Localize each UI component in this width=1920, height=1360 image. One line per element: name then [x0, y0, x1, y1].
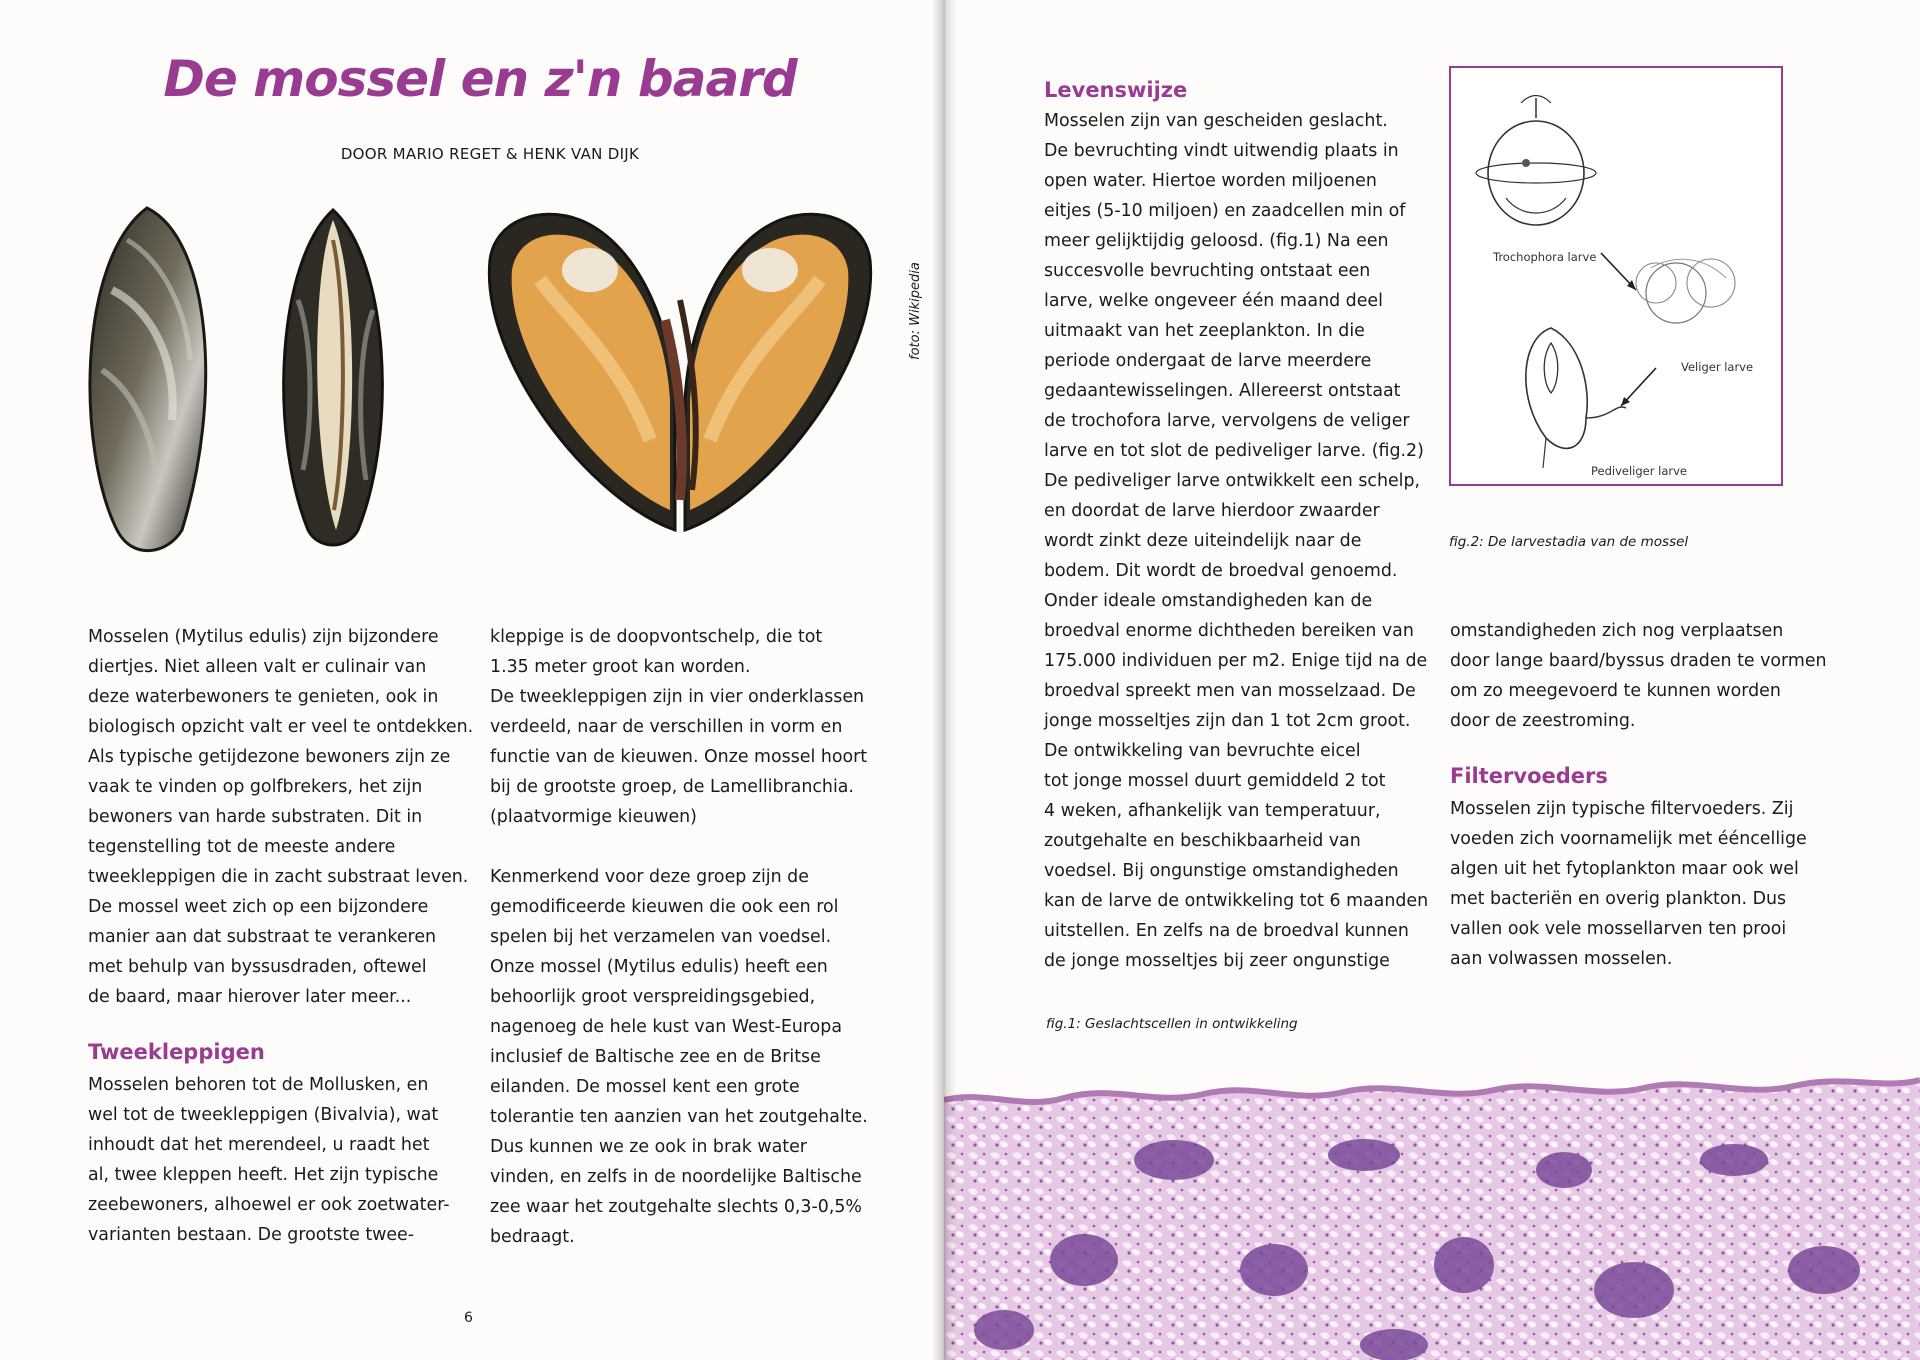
- heading-levenswijze: Levenswijze: [1044, 78, 1188, 102]
- label-pediveliger: Pediveliger larve: [1591, 464, 1687, 478]
- label-trochophora: Trochophora larve: [1493, 250, 1597, 264]
- left-page: [0, 0, 944, 1360]
- mussel-photo-open: [470, 200, 890, 560]
- fig2-caption: fig.2: De larvestadia van de mossel: [1449, 534, 1689, 550]
- right-page: [944, 0, 1920, 1360]
- mussel-photo-closed: [72, 200, 222, 560]
- label-veliger: Veliger larve: [1681, 360, 1754, 374]
- right-col2-filtervoeders: Mosselen zijn typische filtervoeders. Zij voeden zich voornamelijk met ééncellige algen uit het fytoplankton maar ook wel met bacteriën en overig plankton. Dus vallen ook vele mossellarven ten prooi aan volwassen mosselen.: [1450, 799, 1807, 969]
- right-col1-levenswijze: Mosselen zijn van gescheiden geslacht. De bevruchting vindt uitwendig plaats in open water. Hiertoe worden miljoenen eitjes (5-10 miljoen) en zaadcellen min of meer gelijktijdig geloosd. (fig.1) Na een succesvolle bevruchting ontstaat een larve, welke ongeveer één maand deel uitmaakt van het zeeplankton. In die periode ondergaat de larve meerdere gedaantewisselingen. Allereerst ontstaat de trochofora larve, vervolgens de veliger larve en tot slot de pediveliger larve. (fig.2) De pediveliger larve ontwikkelt een schelp, en doordat de larve hierdoor zwaarder wordt zinkt deze uiteindelijk naar de bodem. Dit wordt de broedval genoemd. Onder ideale omstandigheden kan de broedval enorme dichtheden bereiken van 175.000 individuen per m2. Enige tijd na de broedval spreekt men van mosselzaad. De jonge mosseltjes zijn dan 1 tot 2cm groot. De ontwikkeling van bevruchte eicel tot jonge mossel duurt gemiddeld 2 tot 4 weken, afhankelijk van temperatuur, zoutgehalte en beschikbaarheid van voedsel. Bij ongunstige omstandigheden kan de larve de ontwikkeling tot 6 maanden uitstellen. En zelfs na de broedval kunnen de jonge mosseltjes bij zeer ongunstige: [1044, 111, 1429, 971]
- fig1-histology-image: [944, 1060, 1920, 1360]
- left-col1-intro: Mosselen (Mytilus edulis) zijn bijzondere diertjes. Niet alleen valt er culinair van deze waterbewoners te genieten, ook in biologisch opzicht valt er veel te ontdekken. Als typische getijdezone bewoners zijn ze vaak te vinden op golfbrekers, het zijn bewoners van harde substraten. Dit in tegenstelling tot de meeste andere tweekleppigen die in zacht substraat leven. De mossel weet zich op een bijzondere manier aan dat substraat te verankeren met behulp van byssusdraden, oftewel de baard, maar hierover later meer...: [88, 627, 474, 1007]
- mussel-photo-side: [258, 200, 408, 560]
- larva-illustration: [1451, 68, 1781, 484]
- pediveliger-drawing: [1526, 328, 1626, 468]
- left-col2-part2: Kenmerkend voor deze groep zijn de gemodificeerde kieuwen die ook een rol spelen bij het verzamelen van voedsel. Onze mossel (Mytilus edulis) heeft een behoorlijk groot verspreidingsgebied, nagenoeg de hele kust van West-Europa inclusief de Baltische zee en de Britse eilanden. De mossel kent een grote tolerantie ten aanzien van het zoutgehalte. Dus kunnen we ze ook in brak water vinden, en zelfs in de noordelijke Baltische zee waar het zoutgehalte slechts 0,3-0,5% bedraagt.: [490, 867, 868, 1247]
- heading-tweekleppigen: Tweekleppigen: [88, 1040, 265, 1064]
- trochophora-drawing: [1476, 96, 1596, 226]
- veliger-drawing: [1636, 259, 1735, 323]
- heading-filtervoeders: Filtervoeders: [1450, 764, 1608, 788]
- fig2-larva-diagram: [1449, 66, 1783, 486]
- left-col1-tweekleppigen: Mosselen behoren tot de Mollusken, en wel tot de tweekleppigen (Bivalvia), wat inhoudt dat het merendeel, u raadt het al, twee kleppen heeft. Het zijn typische zeebewoners, alhoewel er ook zoetwater- varianten bestaan. De grootste twee-: [88, 1075, 450, 1245]
- right-col2-continue: omstandigheden zich nog verplaatsen door lange baard/byssus draden te vormen om zo meegevoerd te kunnen worden door de zeestroming.: [1450, 621, 1827, 731]
- page-gutter: [932, 0, 956, 1360]
- fig1-caption: fig.1: Geslachtscellen in ontwikkeling: [1046, 1016, 1298, 1032]
- byline: DOOR MARIO REGET & HENK VAN DIJK: [340, 145, 640, 163]
- left-col2-part1: kleppige is de doopvontschelp, die tot 1.35 meter groot kan worden. De tweekleppigen zijn in vier onderklassen verdeeld, naar de verschillen in vorm en functie van de kieuwen. Onze mossel hoort bij de grootste groep, de Lamellibranchia. (plaatvormige kieuwen): [490, 627, 868, 827]
- article-title: De mossel en z'n baard: [163, 50, 797, 108]
- photo-credit: foto: Wikipedia: [908, 262, 923, 360]
- page-number: 6: [464, 1310, 473, 1326]
